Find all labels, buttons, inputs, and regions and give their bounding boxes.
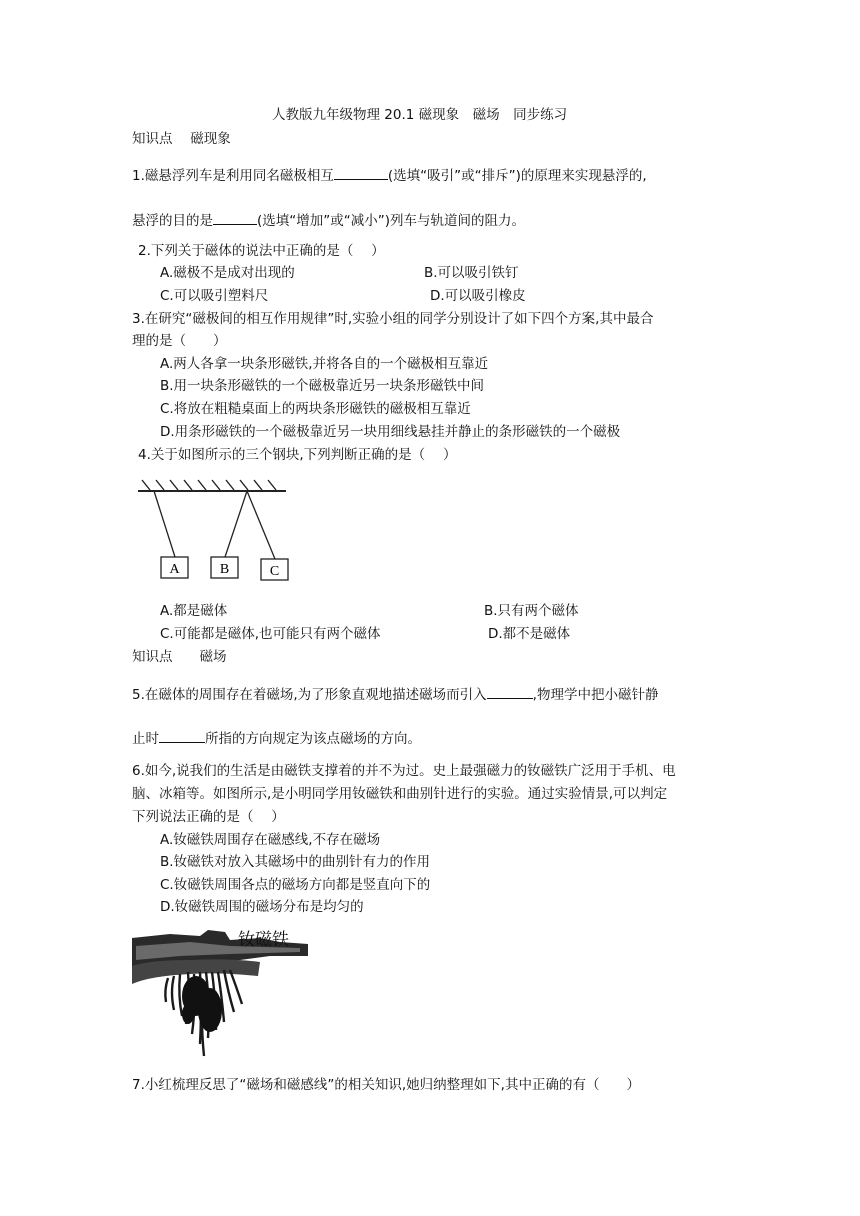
answer-blank[interactable] xyxy=(487,684,533,699)
question-2-option-d: D.可以吸引橡皮 xyxy=(430,288,526,304)
section-heading-magnetism: 知识点 磁现象 xyxy=(132,131,231,147)
question-4-option-c: C.可能都是磁体,也可能只有两个磁体 xyxy=(160,626,381,642)
question-4-option-a: A.都是磁体 xyxy=(160,603,228,619)
question-6-stem-line-2: 脑、冰箱等。如图所示,是小明同学用钕磁铁和曲别针进行的实验。通过实验情景,可以判定 xyxy=(132,786,668,802)
question-2-stem: 2.下列关于磁体的说法中正确的是（ ） xyxy=(138,243,385,259)
question-5-line-1 xyxy=(132,684,658,704)
question-6-option-b: B.钕磁铁对放入其磁场中的曲别针有力的作用 xyxy=(160,854,431,870)
block-c-label: C xyxy=(269,564,280,579)
question-4-stem: 4.关于如图所示的三个钢块,下列判断正确的是（ ） xyxy=(138,447,457,463)
question-1-line-1 xyxy=(132,165,647,185)
question-5-line-2 xyxy=(132,728,421,748)
question-5-text-c: 止时 xyxy=(132,731,159,747)
question-1-text-d: (选填“增加”或“减小”)列车与轨道间的阻力。 xyxy=(257,213,526,229)
question-6-option-a: A.钕磁铁周围存在磁感线,不存在磁场 xyxy=(160,832,381,848)
answer-blank[interactable] xyxy=(334,165,388,180)
block-b-label: B xyxy=(219,562,230,577)
question-3-option-d: D.用条形磁铁的一个磁极靠近另一块用细线悬挂并静止的条形磁铁的一个磁极 xyxy=(160,424,621,440)
question-6-option-d: D.钕磁铁周围的磁场分布是均匀的 xyxy=(160,899,364,915)
question-6-stem-line-1: 6.如今,说我们的生活是由磁铁支撑着的并不为过。史上最强磁力的钕磁铁广泛用于手机、电 xyxy=(132,763,676,779)
question-1-line-2 xyxy=(132,210,525,230)
question-5-text-b: ,物理学中把小磁针静 xyxy=(532,687,659,703)
question-3-option-a: A.两人各拿一块条形磁铁,并将各自的一个磁极相互靠近 xyxy=(160,356,489,372)
question-6-option-c: C.钕磁铁周围各点的磁场方向都是竖直向下的 xyxy=(160,877,431,893)
answer-blank[interactable] xyxy=(159,728,205,743)
question-2-option-c: C.可以吸引塑料尺 xyxy=(160,288,269,304)
question-3-option-b: B.用一块条形磁铁的一个磁极靠近另一块条形磁铁中间 xyxy=(160,378,485,394)
magnet-photo-label: 钕磁铁 xyxy=(238,930,289,950)
question-5-text-a: 5.在磁体的周围存在着磁场,为了形象直观地描述磁场而引入 xyxy=(132,687,487,703)
question-3-stem-line-1: 3.在研究“磁极间的相互作用规律”时,实验小组的同学分别设计了如下四个方案,其中最合 xyxy=(132,311,654,327)
neodymium-magnet-photo xyxy=(130,926,310,1066)
question-1-text-c: 悬浮的目的是 xyxy=(132,213,213,229)
page-title: 人教版九年级物理 20.1 磁现象 磁场 同步练习 xyxy=(272,107,568,123)
question-2-option-b: B.可以吸引铁钉 xyxy=(424,265,519,281)
steel-blocks-figure xyxy=(132,478,292,588)
question-4-option-b: B.只有两个磁体 xyxy=(484,603,579,619)
question-2-option-a: A.磁极不是成对出现的 xyxy=(160,265,295,281)
question-1-text-b: (选填“吸引”或“排斥”)的原理来实现悬浮的, xyxy=(387,168,647,184)
question-7-stem: 7.小红梳理反思了“磁场和磁感线”的相关知识,她归纳整理如下,其中正确的有（ ） xyxy=(132,1077,640,1093)
section-heading-field: 知识点 磁场 xyxy=(132,649,227,665)
question-6-stem-line-3: 下列说法正确的是（ ） xyxy=(132,809,285,825)
question-5-text-d: 所指的方向规定为该点磁场的方向。 xyxy=(205,731,421,747)
block-a-label: A xyxy=(169,562,180,577)
question-1-text-a: 1.磁悬浮列车是利用同名磁极相互 xyxy=(132,168,334,184)
question-4-option-d: D.都不是磁体 xyxy=(488,626,571,642)
question-3-stem-line-2: 理的是（ ） xyxy=(132,333,227,349)
question-3-option-c: C.将放在粗糙桌面上的两块条形磁铁的磁极相互靠近 xyxy=(160,401,471,417)
answer-blank[interactable] xyxy=(213,210,257,225)
